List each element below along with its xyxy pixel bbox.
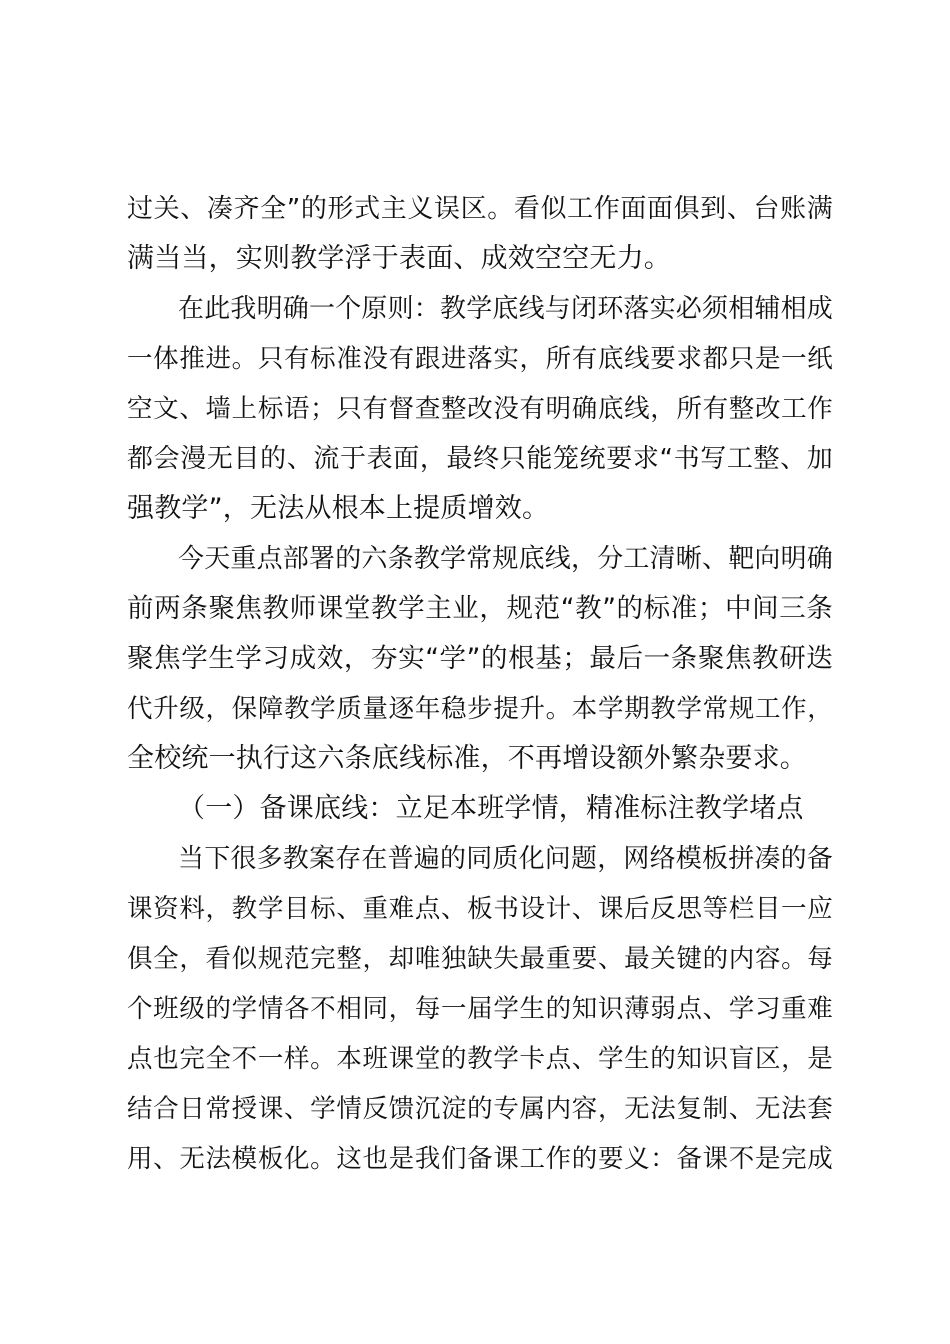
text-line: 个班级的学情各不相同，每一届学生的知识薄弱点、学习重难 [127, 994, 833, 1024]
text-line: 代升级，保障教学质量逐年稳步提升。本学期教学常规工作， [127, 694, 833, 724]
text-line: 前两条聚焦教师课堂教学主业，规范“教”的标准；中间三条 [127, 593, 833, 624]
text-line: 全校统一执行这六条底线标准，不再增设额外繁杂要求。 [127, 743, 807, 774]
text-line: 聚焦学生学习成效，夯实“学”的根基；最后一条聚焦教研迭 [127, 643, 833, 674]
text-line: 结合日常授课、学情反馈沉淀的专属内容，无法复制、无法套 [127, 1094, 833, 1124]
paragraph-first-line: 在此我明确一个原则：教学底线与闭环落实必须相辅相成 [178, 294, 833, 324]
paragraph-first-line: 今天重点部署的六条教学常规底线，分工清晰、靶向明确 [178, 544, 833, 574]
text-line: 过关、凑齐全”的形式主义误区。看似工作面面俱到、台账满 [127, 194, 833, 224]
text-line: 课资料，教学目标、重难点、板书设计、课后反思等栏目一应 [127, 894, 833, 924]
text-line: 空文、墙上标语；只有督查整改没有明确底线，所有整改工作 [127, 394, 833, 424]
section-heading: （一）备课底线：立足本班学情，精准标注教学堵点 [178, 793, 804, 824]
text-line: 强教学”，无法从根本上提质增效。 [127, 493, 550, 524]
text-line: 满当当，实则教学浮于表面、成效空空无力。 [127, 243, 671, 274]
text-line: 用、无法模板化。这也是我们备课工作的要义：备课不是完成 [127, 1144, 833, 1174]
text-line: 点也完全不一样。本班课堂的教学卡点、学生的知识盲区，是 [127, 1044, 833, 1074]
text-line: 一体推进。只有标准没有跟进落实，所有底线要求都只是一纸 [127, 344, 833, 374]
text-line: 都会漫无目的、流于表面，最终只能笼统要求“书写工整、加 [127, 444, 833, 474]
paragraph-first-line: 当下很多教案存在普遍的同质化问题，网络模板拼凑的备 [178, 844, 833, 874]
text-line: 俱全，看似规范完整，却唯独缺失最重要、最关键的内容。每 [127, 944, 833, 974]
